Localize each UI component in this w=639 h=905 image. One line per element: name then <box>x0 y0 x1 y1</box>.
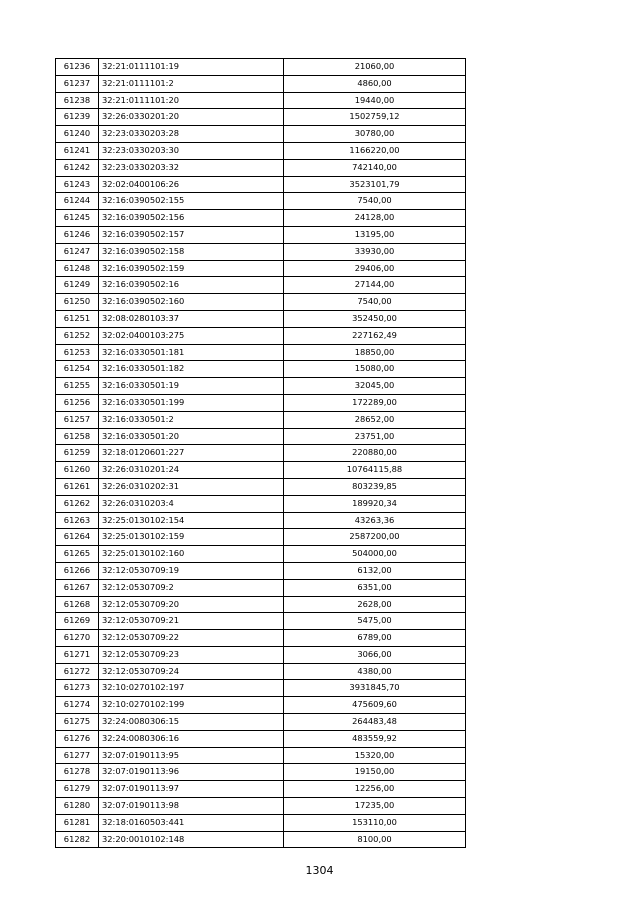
value-cell: 18850,00 <box>284 344 466 361</box>
value-cell: 4380,00 <box>284 663 466 680</box>
value-cell: 504000,00 <box>284 546 466 563</box>
cadastral-number-cell: 32:12:0530709:19 <box>99 562 284 579</box>
table-row <box>56 529 466 546</box>
page-number: 1304 <box>305 864 334 877</box>
table-row <box>56 798 466 815</box>
value-cell: 3066,00 <box>284 646 466 663</box>
row-number-cell: 61241 <box>56 142 99 159</box>
cadastral-value-table <box>55 58 466 848</box>
row-number-cell: 61259 <box>56 445 99 462</box>
table-row <box>56 747 466 764</box>
row-number-cell: 61243 <box>56 176 99 193</box>
value-cell: 483559,92 <box>284 730 466 747</box>
cadastral-number-cell: 32:16:0390502:159 <box>99 260 284 277</box>
cadastral-number-cell: 32:26:0310202:31 <box>99 478 284 495</box>
value-cell: 27144,00 <box>284 277 466 294</box>
row-number-cell: 61236 <box>56 59 99 76</box>
cadastral-number-cell: 32:21:0111101:20 <box>99 92 284 109</box>
row-number-cell: 61238 <box>56 92 99 109</box>
cadastral-number-cell: 32:16:0390502:158 <box>99 243 284 260</box>
cadastral-number-cell: 32:12:0530709:24 <box>99 663 284 680</box>
row-number-cell: 61262 <box>56 495 99 512</box>
cadastral-number-cell: 32:12:0530709:22 <box>99 630 284 647</box>
cadastral-number-cell: 32:07:0190113:95 <box>99 747 284 764</box>
cadastral-number-cell: 32:18:0120601:227 <box>99 445 284 462</box>
table-row <box>56 59 466 76</box>
row-number-cell: 61237 <box>56 75 99 92</box>
row-number-cell: 61266 <box>56 562 99 579</box>
table-row <box>56 327 466 344</box>
value-cell: 6789,00 <box>284 630 466 647</box>
table-body <box>56 59 466 848</box>
value-cell: 3523101,79 <box>284 176 466 193</box>
cadastral-number-cell: 32:25:0130102:160 <box>99 546 284 563</box>
table-row <box>56 579 466 596</box>
cadastral-number-cell: 32:16:0330501:182 <box>99 361 284 378</box>
value-cell: 264483,48 <box>284 714 466 731</box>
cadastral-number-cell: 32:23:0330203:28 <box>99 126 284 143</box>
row-number-cell: 61254 <box>56 361 99 378</box>
row-number-cell: 61280 <box>56 798 99 815</box>
table-row <box>56 294 466 311</box>
cadastral-number-cell: 32:23:0330203:32 <box>99 159 284 176</box>
cadastral-number-cell: 32:16:0390502:160 <box>99 294 284 311</box>
cadastral-number-cell: 32:02:0400106:26 <box>99 176 284 193</box>
cadastral-number-cell: 32:10:0270102:199 <box>99 697 284 714</box>
value-cell: 29406,00 <box>284 260 466 277</box>
cadastral-number-cell: 32:16:0390502:155 <box>99 193 284 210</box>
cadastral-number-cell: 32:08:0280103:37 <box>99 310 284 327</box>
value-cell: 10764115,88 <box>284 462 466 479</box>
row-number-cell: 61239 <box>56 109 99 126</box>
value-cell: 6351,00 <box>284 579 466 596</box>
row-number-cell: 61257 <box>56 411 99 428</box>
cadastral-number-cell: 32:25:0130102:154 <box>99 512 284 529</box>
table-row <box>56 781 466 798</box>
table-row <box>56 210 466 227</box>
value-cell: 189920,34 <box>284 495 466 512</box>
table-row <box>56 512 466 529</box>
table-row <box>56 714 466 731</box>
row-number-cell: 61255 <box>56 378 99 395</box>
cadastral-number-cell: 32:26:0310201:24 <box>99 462 284 479</box>
cadastral-number-cell: 32:16:0390502:16 <box>99 277 284 294</box>
cadastral-number-cell: 32:16:0330501:19 <box>99 378 284 395</box>
table-row <box>56 613 466 630</box>
cadastral-number-cell: 32:07:0190113:97 <box>99 781 284 798</box>
row-number-cell: 61282 <box>56 831 99 848</box>
value-cell: 7540,00 <box>284 193 466 210</box>
value-cell: 227162,49 <box>284 327 466 344</box>
row-number-cell: 61244 <box>56 193 99 210</box>
value-cell: 17235,00 <box>284 798 466 815</box>
value-cell: 12256,00 <box>284 781 466 798</box>
value-cell: 1166220,00 <box>284 142 466 159</box>
cadastral-number-cell: 32:24:0080306:15 <box>99 714 284 731</box>
table-row <box>56 764 466 781</box>
value-cell: 30780,00 <box>284 126 466 143</box>
value-cell: 6132,00 <box>284 562 466 579</box>
row-number-cell: 61278 <box>56 764 99 781</box>
value-cell: 742140,00 <box>284 159 466 176</box>
row-number-cell: 61270 <box>56 630 99 647</box>
cadastral-number-cell: 32:16:0330501:2 <box>99 411 284 428</box>
row-number-cell: 61245 <box>56 210 99 227</box>
table-row <box>56 596 466 613</box>
table-row <box>56 310 466 327</box>
table-row <box>56 378 466 395</box>
cadastral-number-cell: 32:18:0160503:441 <box>99 814 284 831</box>
cadastral-number-cell: 32:16:0330501:199 <box>99 394 284 411</box>
row-number-cell: 61256 <box>56 394 99 411</box>
table-row <box>56 193 466 210</box>
table-row <box>56 176 466 193</box>
cadastral-number-cell: 32:07:0190113:96 <box>99 764 284 781</box>
value-cell: 153110,00 <box>284 814 466 831</box>
value-cell: 32045,00 <box>284 378 466 395</box>
row-number-cell: 61269 <box>56 613 99 630</box>
row-number-cell: 61279 <box>56 781 99 798</box>
value-cell: 352450,00 <box>284 310 466 327</box>
row-number-cell: 61265 <box>56 546 99 563</box>
value-cell: 33930,00 <box>284 243 466 260</box>
row-number-cell: 61250 <box>56 294 99 311</box>
table-row <box>56 277 466 294</box>
cadastral-number-cell: 32:16:0390502:156 <box>99 210 284 227</box>
table-row <box>56 411 466 428</box>
value-cell: 2587200,00 <box>284 529 466 546</box>
value-cell: 19150,00 <box>284 764 466 781</box>
table-row <box>56 562 466 579</box>
value-cell: 475609,60 <box>284 697 466 714</box>
cadastral-number-cell: 32:16:0330501:20 <box>99 428 284 445</box>
value-cell: 24128,00 <box>284 210 466 227</box>
row-number-cell: 61251 <box>56 310 99 327</box>
table-row <box>56 344 466 361</box>
value-cell: 172289,00 <box>284 394 466 411</box>
row-number-cell: 61276 <box>56 730 99 747</box>
value-cell: 21060,00 <box>284 59 466 76</box>
row-number-cell: 61249 <box>56 277 99 294</box>
value-cell: 15080,00 <box>284 361 466 378</box>
value-cell: 220880,00 <box>284 445 466 462</box>
table-row <box>56 495 466 512</box>
row-number-cell: 61271 <box>56 646 99 663</box>
value-cell: 43263,36 <box>284 512 466 529</box>
row-number-cell: 61267 <box>56 579 99 596</box>
cadastral-number-cell: 32:21:0111101:19 <box>99 59 284 76</box>
cadastral-number-cell: 32:24:0080306:16 <box>99 730 284 747</box>
row-number-cell: 61252 <box>56 327 99 344</box>
row-number-cell: 61253 <box>56 344 99 361</box>
row-number-cell: 61242 <box>56 159 99 176</box>
table-row <box>56 478 466 495</box>
table-row <box>56 159 466 176</box>
row-number-cell: 61248 <box>56 260 99 277</box>
value-cell: 7540,00 <box>284 294 466 311</box>
value-cell: 23751,00 <box>284 428 466 445</box>
table-row <box>56 428 466 445</box>
table-row <box>56 75 466 92</box>
cadastral-number-cell: 32:07:0190113:98 <box>99 798 284 815</box>
value-cell: 2628,00 <box>284 596 466 613</box>
table-row <box>56 546 466 563</box>
table-row <box>56 730 466 747</box>
row-number-cell: 61275 <box>56 714 99 731</box>
row-number-cell: 61246 <box>56 226 99 243</box>
value-cell: 4860,00 <box>284 75 466 92</box>
cadastral-number-cell: 32:26:0310203:4 <box>99 495 284 512</box>
table-row <box>56 680 466 697</box>
row-number-cell: 61268 <box>56 596 99 613</box>
cadastral-number-cell: 32:12:0530709:21 <box>99 613 284 630</box>
row-number-cell: 61273 <box>56 680 99 697</box>
cadastral-number-cell: 32:12:0530709:20 <box>99 596 284 613</box>
table-row <box>56 462 466 479</box>
table-row <box>56 814 466 831</box>
table-row <box>56 126 466 143</box>
value-cell: 15320,00 <box>284 747 466 764</box>
value-cell: 5475,00 <box>284 613 466 630</box>
value-cell: 19440,00 <box>284 92 466 109</box>
value-cell: 13195,00 <box>284 226 466 243</box>
table-row <box>56 646 466 663</box>
cadastral-number-cell: 32:20:0010102:148 <box>99 831 284 848</box>
row-number-cell: 61240 <box>56 126 99 143</box>
value-cell: 3931845,70 <box>284 680 466 697</box>
value-cell: 1502759,12 <box>284 109 466 126</box>
cadastral-number-cell: 32:12:0530709:23 <box>99 646 284 663</box>
cadastral-number-cell: 32:25:0130102:159 <box>99 529 284 546</box>
row-number-cell: 61260 <box>56 462 99 479</box>
table-row <box>56 92 466 109</box>
table-row <box>56 226 466 243</box>
table-row <box>56 109 466 126</box>
table-row <box>56 361 466 378</box>
cadastral-number-cell: 32:21:0111101:2 <box>99 75 284 92</box>
row-number-cell: 61277 <box>56 747 99 764</box>
cadastral-number-cell: 32:16:0330501:181 <box>99 344 284 361</box>
row-number-cell: 61281 <box>56 814 99 831</box>
cadastral-number-cell: 32:12:0530709:2 <box>99 579 284 596</box>
row-number-cell: 61263 <box>56 512 99 529</box>
table-row <box>56 445 466 462</box>
table-row <box>56 831 466 848</box>
value-cell: 803239,85 <box>284 478 466 495</box>
row-number-cell: 61261 <box>56 478 99 495</box>
row-number-cell: 61258 <box>56 428 99 445</box>
table-row <box>56 630 466 647</box>
table-row <box>56 663 466 680</box>
cadastral-number-cell: 32:10:0270102:197 <box>99 680 284 697</box>
cadastral-number-cell: 32:16:0390502:157 <box>99 226 284 243</box>
row-number-cell: 61272 <box>56 663 99 680</box>
value-cell: 8100,00 <box>284 831 466 848</box>
table-row <box>56 243 466 260</box>
row-number-cell: 61247 <box>56 243 99 260</box>
cadastral-number-cell: 32:23:0330203:30 <box>99 142 284 159</box>
cadastral-number-cell: 32:26:0330201:20 <box>99 109 284 126</box>
row-number-cell: 61274 <box>56 697 99 714</box>
cadastral-number-cell: 32:02:0400103:275 <box>99 327 284 344</box>
row-number-cell: 61264 <box>56 529 99 546</box>
value-cell: 28652,00 <box>284 411 466 428</box>
table-row <box>56 260 466 277</box>
data-table <box>55 58 466 848</box>
table-row <box>56 697 466 714</box>
table-row <box>56 394 466 411</box>
table-row <box>56 142 466 159</box>
